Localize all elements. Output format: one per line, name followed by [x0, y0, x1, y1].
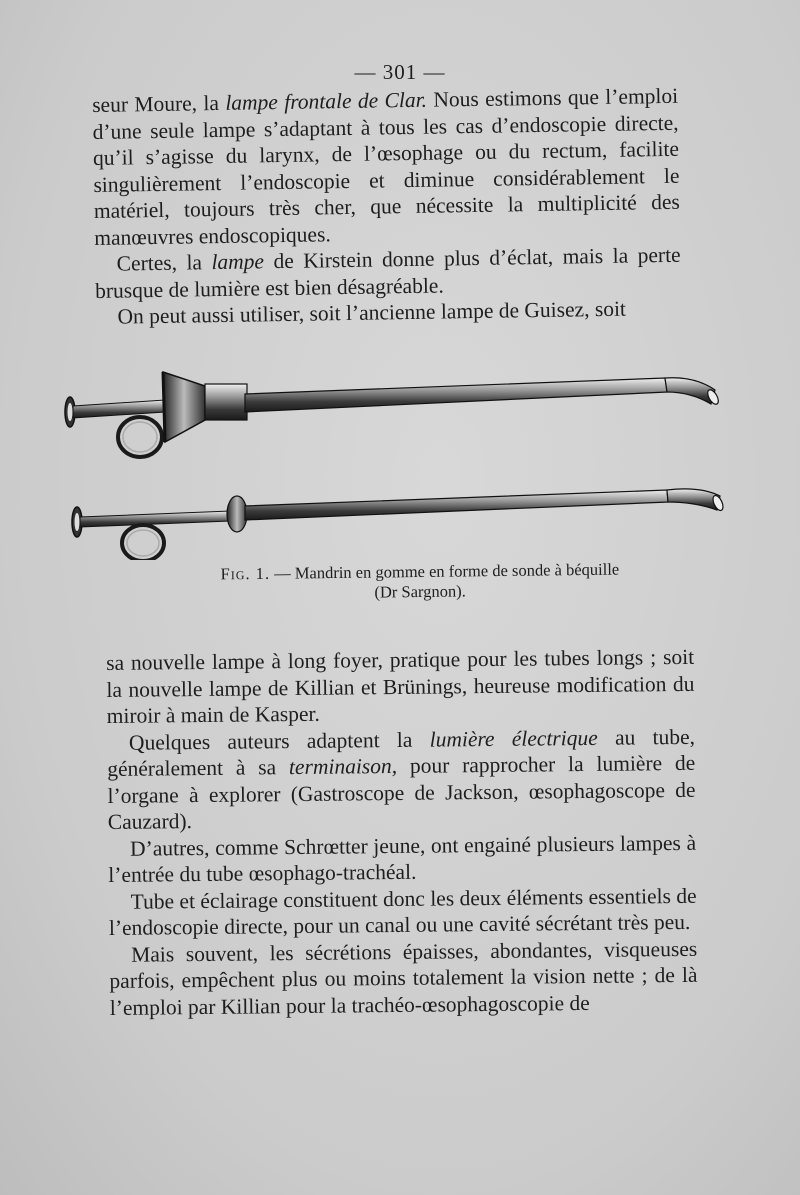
figure-label: Fig. 1. [220, 563, 271, 584]
italic-text: terminaison, [288, 753, 398, 780]
text-run: Certes, la [116, 250, 212, 276]
paragraph [108, 829, 697, 888]
text-run: Mais souvent, les sécrétions épaisses, abondantes, visqueuses parfois, empêchent plus ou moins totalement la vision nette ; de là l’emploi par Killian pour la trachéo-œsophagoscopie de [109, 936, 698, 1020]
text-run: D’autres, comme Schrœtter jeune, ont engainé plusieurs lampes à l’entrée du tube œsophago-trachéal. [108, 830, 697, 887]
figure-illustration [55, 360, 735, 560]
paragraph [92, 83, 680, 251]
text-block-bottom [106, 644, 698, 1021]
text-run: de Kirstein donne plus d’éclat, mais la perte brusque de lumière est bien désagréable. [94, 242, 681, 303]
text-run: seur Moure, la [92, 90, 226, 117]
text-run: On peut aussi utiliser, soit l’ancienne lampe de Guisez, soit [117, 296, 627, 329]
paragraph [108, 882, 697, 941]
italic-text: lampe frontale de Clar. [225, 87, 428, 115]
paragraph [94, 242, 681, 304]
italic-text: lampe [211, 249, 265, 275]
instrument-upper [65, 372, 720, 457]
finger-ring-upper [118, 417, 162, 457]
text-run: Quelques auteurs adaptent la [128, 727, 430, 755]
paragraph [109, 935, 698, 1021]
figure-caption [120, 558, 720, 605]
paragraph [106, 644, 695, 730]
text-block-top [92, 83, 682, 331]
instrument-lower [72, 489, 725, 560]
text-run: au tube, généralement à sa [107, 724, 696, 781]
paragraph [107, 723, 696, 835]
text-run: pour rapprocher la lumière de l’organe à explorer (Gastroscope de Jackson, œsophagoscope de Cauzard). [107, 750, 696, 834]
text-run: Tube et éclairage constituent donc les deux éléments essentiels de l’endoscopie directe, pour un canal ou une cavité sécrétant très peu. [108, 883, 697, 940]
figure-caption-line2: (Dr Sargnon). [374, 581, 466, 602]
lamp-cone [163, 372, 205, 442]
text-run: Nous estimons que l’emploi d’une seule lampe s’adaptant à tous les cas d’endoscopie directe, qu’il s’agisse du larynx, de l’œsophage ou du rectum, facilite singulièrement l’endoscopie et diminue considérablement le matériel, toujours très cher, que nécessite la multiplicité des manœuvres endoscopiques. [92, 83, 680, 250]
text-run: sa nouvelle lampe à long foyer, pratique pour les tubes longs ; soit la nouvelle lampe de Killian et Brünings, heureuse modification du miroir à main de Kasper. [106, 644, 695, 728]
page-number: — 301 — [354, 60, 446, 84]
italic-text: lumière électrique [429, 725, 598, 752]
figure-caption-text: — Mandrin en gomme en forme de sonde à béquille [274, 559, 620, 583]
